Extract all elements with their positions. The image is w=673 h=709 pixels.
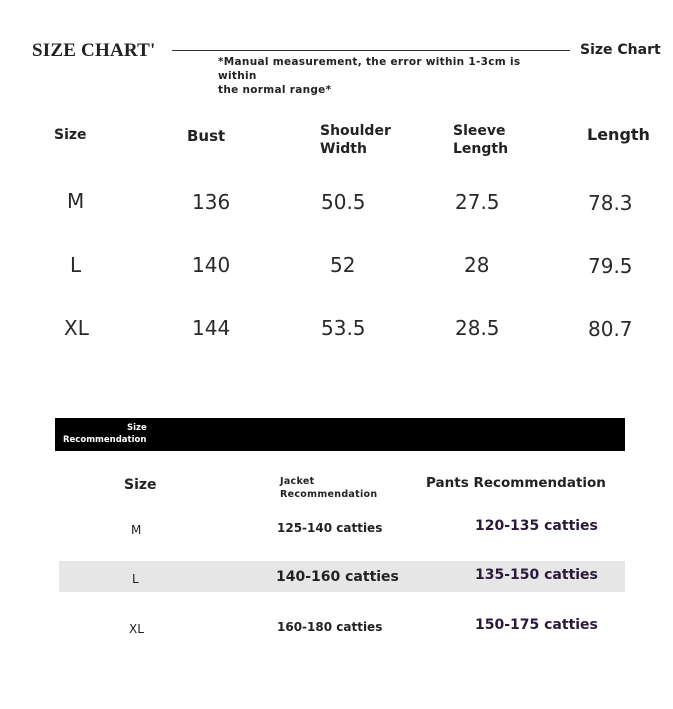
rec-row-l-size: L (132, 572, 139, 586)
row-m-size: M (67, 189, 85, 213)
header-sleeve-line1: Sleeve (453, 123, 506, 139)
row-l-shoulder: 52 (330, 253, 356, 277)
rec-header-jacket-line2: Recommendation (280, 489, 378, 500)
measurement-note (218, 55, 563, 97)
header-bust: Bust (187, 127, 226, 145)
header-sleeve-line2: Length (453, 141, 509, 157)
note-line-2: the normal range* (218, 84, 332, 96)
rec-row-l-pants: 135-150 catties (475, 567, 598, 583)
row-xl-bust: 144 (192, 316, 231, 340)
rec-header-pants: Pants Recommendation (426, 475, 606, 491)
banner-line-2: Recommendation (63, 435, 147, 445)
banner-line-1: Size (127, 423, 147, 433)
row-m-bust: 136 (192, 190, 231, 214)
rec-row-xl-jacket: 160-180 catties (277, 620, 383, 634)
rec-header-jacket (280, 475, 377, 501)
rec-row-m-pants: 120-135 catties (475, 518, 598, 534)
header-length: Length (587, 125, 650, 144)
header-sleeve-length (453, 122, 508, 158)
header-size: Size (54, 127, 87, 143)
rec-row-m-jacket: 125-140 catties (277, 521, 383, 535)
row-l-length: 79.5 (588, 254, 633, 278)
row-xl-length: 80.7 (588, 317, 633, 341)
rec-row-xl-pants: 150-175 catties (475, 617, 598, 633)
page-title: SIZE CHART' (32, 40, 156, 61)
row-xl-size: XL (64, 316, 89, 340)
size-chart-label: Size Chart (580, 42, 661, 58)
row-xl-shoulder: 53.5 (321, 316, 366, 340)
row-m-length: 78.3 (588, 191, 633, 215)
row-l-bust: 140 (192, 253, 231, 277)
row-m-shoulder: 50.5 (321, 190, 366, 214)
row-xl-sleeve: 28.5 (455, 316, 500, 340)
rec-row-l-jacket: 140-160 catties (276, 569, 399, 585)
header-shoulder-line1: Shoulder (320, 123, 391, 139)
rec-row-xl-size: XL (129, 622, 144, 636)
row-m-sleeve: 27.5 (455, 190, 500, 214)
note-line-1: *Manual measurement, the error within 1-3cm is within (218, 56, 521, 82)
rec-row-m-size: M (131, 523, 142, 537)
row-l-size: L (70, 253, 82, 277)
rec-header-size: Size (124, 477, 157, 493)
header-rule (172, 50, 570, 51)
row-l-sleeve: 28 (464, 253, 490, 277)
rec-header-jacket-line1: Jacket (280, 476, 315, 487)
header-shoulder-width (320, 122, 391, 158)
header-shoulder-line2: Width (320, 141, 367, 157)
